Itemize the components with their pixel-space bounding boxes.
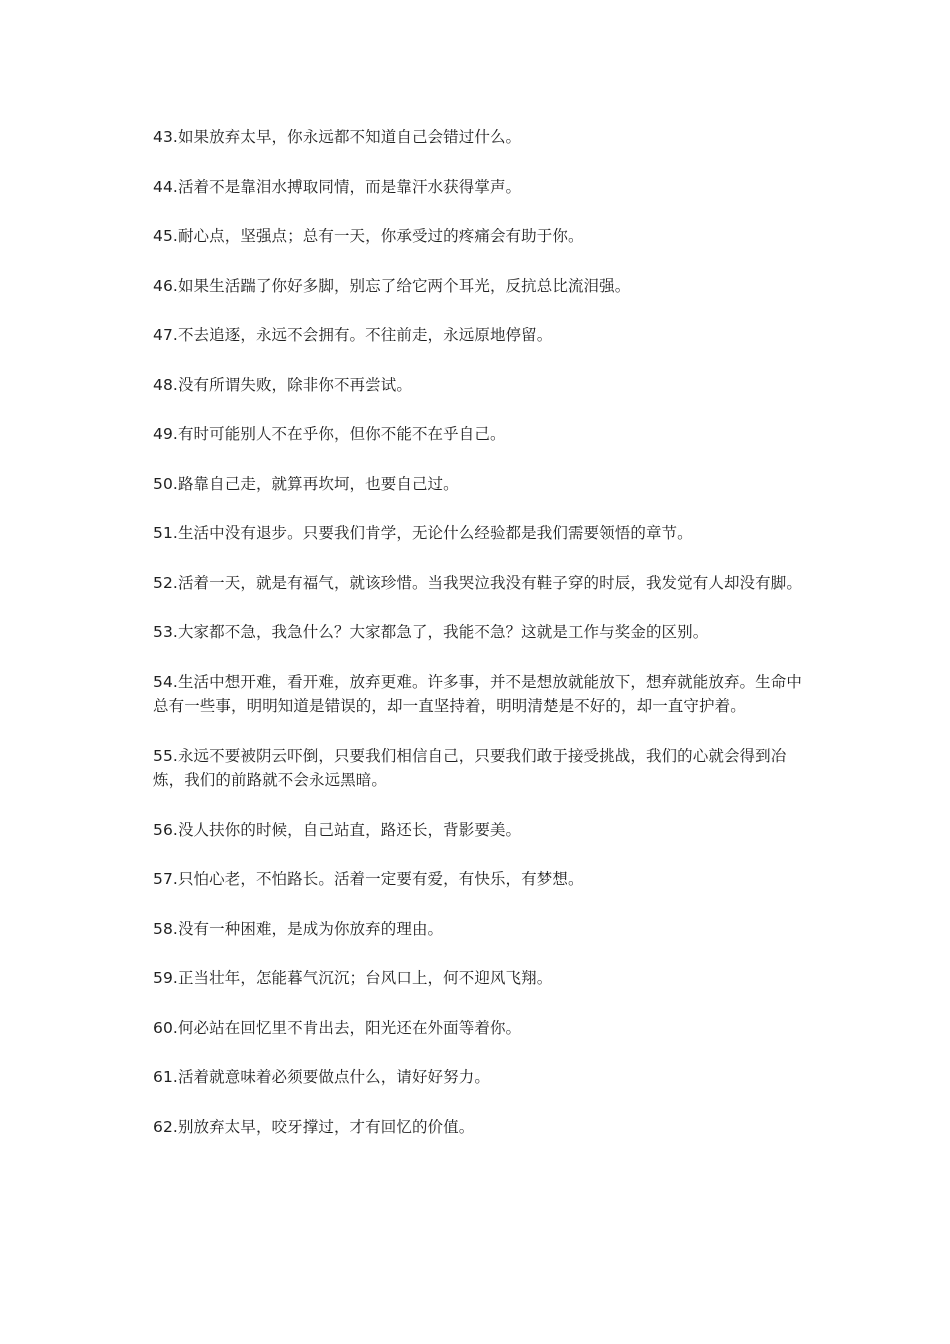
paragraph-60: 60.何必站在回忆里不肯出去，阳光还在外面等着你。 [153,1018,522,1037]
paragraph-51: 51.生活中没有退步。只要我们肯学，无论什么经验都是我们需要领悟的章节。 [153,524,693,542]
paragraph-57: 57.只怕心老，不怕路长。活着一定要有爱，有快乐，有梦想。 [153,870,584,888]
paragraph-58: 58.没有一种困难，是成为你放弃的理由。 [153,919,444,938]
paragraph-49: 49.有时可能别人不在乎你，但你不能不在乎自己。 [153,425,506,443]
paragraph-54: 54.生活中想开难，看开难，放弃更难。许多事，并不是想放就能放下，想弃就能放弃。生命中总有一些事，明明知道是错误的，却一直坚持着，明明清楚是不好的，却一直守护着。 [153,672,802,715]
paragraph-45: 45.耐心点，坚强点；总有一天，你承受过的疼痛会有助于你。 [153,227,584,245]
paragraph-46: 46.如果生活踹了你好多脚，别忘了给它两个耳光，反抗总比流泪强。 [153,276,631,295]
paragraph-50: 50.路靠自己走，就算再坎坷，也要自己过。 [153,474,459,493]
paragraph-52: 52.活着一天，就是有福气，就该珍惜。当我哭泣我没有鞋子穿的时辰，我发觉有人却没有脚。 [153,573,802,592]
paragraph-48: 48.没有所谓失败，除非你不再尝试。 [153,375,412,394]
paragraph-43: 43.如果放弃太早，你永远都不知道自己会错过什么。 [153,128,522,146]
paragraph-55: 55.永远不要被阴云吓倒，只要我们相信自己，只要我们敢于接受挑战，我们的心就会得到冶炼，我们的前路就不会永远黑暗。 [153,746,787,789]
paragraph-47: 47.不去追逐，永远不会拥有。不往前走，永远原地停留。 [153,326,553,344]
paragraph-56: 56.没人扶你的时候，自己站直，路还长，背影要美。 [153,820,522,839]
paragraph-59: 59.正当壮年，怎能暮气沉沉；台风口上，何不迎风飞翔。 [153,969,553,987]
paragraph-62: 62.别放弃太早，咬牙撑过，才有回忆的价值。 [153,1117,475,1136]
paragraph-53: 53.大家都不急，我急什么？大家都急了，我能不急？这就是工作与奖金的区别。 [153,623,709,641]
paragraph-44: 44.活着不是靠泪水搏取同情，而是靠汗水获得掌声。 [153,177,522,196]
document-body [153,125,803,1164]
paragraph-61: 61.活着就意味着必须要做点什么，请好好努力。 [153,1068,490,1086]
